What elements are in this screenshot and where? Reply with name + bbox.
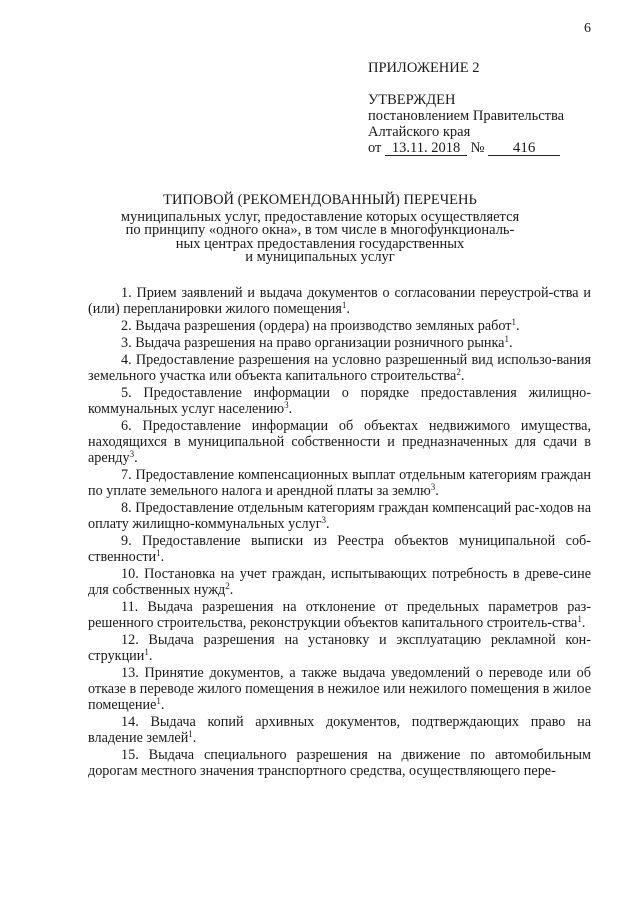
services-list xyxy=(88,285,591,780)
list-item xyxy=(88,747,591,779)
footnote-mark: 1 xyxy=(341,300,347,310)
footnote-mark: 2 xyxy=(225,581,230,591)
item-text: 13. Принятие документов, а также выдача уведомлений о переводе или об отказе в переводе жилого помещения в нежилое или нежилого помещения в жилое помещение xyxy=(88,665,591,713)
title-sub-line: ных центрах предоставления государственных xyxy=(175,235,465,252)
title-sub-line: муниципальных услуг, предоставление которых осуществляется xyxy=(120,208,520,225)
page-number: 6 xyxy=(584,21,591,36)
footnote-mark: 1 xyxy=(511,317,517,327)
list-item: 1. Прием заявлений и выдача документов о согласовании переустрой-ства и (или) перепланировки жилого помещения$^1$. xyxy=(88,285,591,317)
list-item: 8. Предоставление отдельным категориям граждан компенсаций рас-ходов на оплату жилищно-коммунальных услуг$^3$. xyxy=(88,500,591,532)
item-text: 9. Предоставление выписки из Реестра объектов муниципальной соб-ственности xyxy=(88,533,591,565)
footnote-mark: 1 xyxy=(156,696,161,706)
footnote-mark: 1 xyxy=(577,614,582,624)
item-text: 14. Выдача копий архивных документов, подтверждающих право на владение землей xyxy=(88,714,591,746)
footnote-mark: 1 xyxy=(156,548,161,558)
footnote-mark: 3 xyxy=(321,515,327,525)
item-text: 11. Выдача разрешения на отклонение от предельных параметров раз-решенного строительства, реконструкции объектов капитального строитель-ства xyxy=(88,599,591,631)
region-label: Алтайского края xyxy=(368,124,471,140)
list-item: 5. Предоставление информации о порядке предоставления жилищно-коммунальных услуг населению$^3$. xyxy=(88,385,591,417)
list-item: 10. Постановка на учет граждан, испытывающих потребность в древе-сине для собственных нужд$^2$. xyxy=(88,566,591,598)
footnote-mark: 2 xyxy=(456,367,461,377)
list-item: 3. Выдача разрешения на право организации розничного рынка$^1$. xyxy=(121,334,513,351)
footnote-mark: 1 xyxy=(144,647,149,657)
item-text: 2. Выдача разрешения (ордера) на производство земляных работ xyxy=(121,318,512,334)
item-text: 5. Предоставление информации о порядке предоставления жилищно-коммунальных услуг населению xyxy=(88,385,591,417)
decree-date: 13.11. 2018 xyxy=(385,140,467,156)
footnote-mark: 3 xyxy=(430,482,436,492)
document-title xyxy=(90,194,550,265)
item-text: 4. Предоставление разрешения на условно разрешенный вид использо-вания земельного участка или объекта капитального строительства xyxy=(88,352,591,384)
item-text: 8. Предоставление отдельным категориям граждан компенсаций рас-ходов на оплату жилищно-коммунальных услуг xyxy=(88,500,591,532)
item-text: 10. Постановка на учет граждан, испытывающих потребность в древе-сине для собственных нужд xyxy=(88,566,591,598)
item-text: 15. Выдача специального разрешения на движение по автомобильным дорогам местного значения транспортного средства, осуществляющего пере- xyxy=(88,747,591,779)
title-sub-line: по принципу «одного окна», в том числе в многофункциональ- xyxy=(125,222,515,238)
approved-label: УТВЕРЖДЕН xyxy=(368,92,456,108)
item-text: 7. Предоставление компенсационных выплат отдельным категориям граждан по уплате земельного налога и арендной платы за землю xyxy=(88,467,591,499)
decree-number: 416 xyxy=(488,140,560,156)
footnote-mark: 3 xyxy=(129,449,135,459)
item-text: 12. Выдача разрешения на установку и эксплуатацию рекламной кон-струкции xyxy=(88,632,591,664)
appendix-title: ПРИЛОЖЕНИЕ 2 xyxy=(368,60,480,76)
list-item: 12. Выдача разрешения на установку и эксплуатацию рекламной кон-струкции$^1$. xyxy=(88,632,591,664)
approval-block xyxy=(368,60,608,156)
list-item: 13. Принятие документов, а также выдача уведомлений о переводе или об отказе в переводе жилого помещения в нежилое или нежилого помещения в жилое помещение$^1$. xyxy=(88,665,591,713)
decree-label: постановлением Правительства xyxy=(368,108,565,124)
list-item: 7. Предоставление компенсационных выплат отдельным категориям граждан по уплате земельного налога и арендной платы за землю$^3$. xyxy=(88,467,591,499)
title-main: ТИПОВОЙ (РЕКОМЕНДОВАННЫЙ) ПЕРЕЧЕНЬ xyxy=(163,192,477,208)
number-label: № xyxy=(470,140,485,156)
list-item: 6. Предоставление информации об объектах недвижимого имущества, находящихся в муниципальной собственности и предназначенных для сдачи в аренду$^3$. xyxy=(88,418,591,466)
decree-date-number-line xyxy=(368,140,608,156)
item-text: 3. Выдача разрешения на право организации розничного рынка xyxy=(121,335,505,351)
footnote-mark: 3 xyxy=(284,400,289,410)
item-text: 1. Прием заявлений и выдача документов о согласовании переустрой-ства и (или) перепланировки жилого помещения xyxy=(88,285,591,317)
list-item: 4. Предоставление разрешения на условно разрешенный вид использо-вания земельного участка или объекта капитального строительства$^2$. xyxy=(88,352,591,384)
title-sub-line: и муниципальных услуг xyxy=(245,249,395,265)
footnote-mark: 1 xyxy=(188,729,193,739)
item-text: 6. Предоставление информации об объектах недвижимого имущества, находящихся в муниципальной собственности и предназначенных для сдачи в аренду xyxy=(88,418,591,466)
list-item: 14. Выдача копий архивных документов, подтверждающих право на владение землей$^1$. xyxy=(88,714,591,746)
footnote-mark: 1 xyxy=(504,334,509,344)
list-item: 2. Выдача разрешения (ордера) на производство земляных работ$^1$. xyxy=(121,317,520,334)
from-label: от xyxy=(368,140,382,156)
list-item: 11. Выдача разрешения на отклонение от предельных параметров раз-решенного строительства, реконструкции объектов капитального строитель-ства$^1$. xyxy=(88,599,591,631)
list-item: 9. Предоставление выписки из Реестра объектов муниципальной соб-ственности$^1$. xyxy=(88,533,591,565)
